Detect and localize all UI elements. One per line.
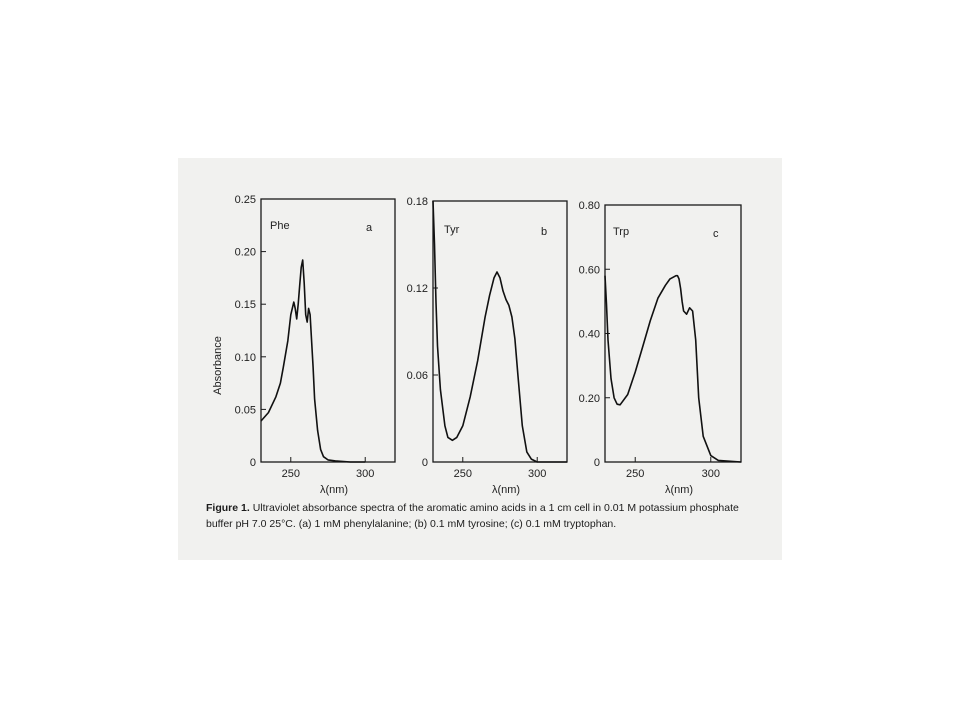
- panel-letter-label: b: [541, 226, 548, 238]
- absorbance-curve-tyr: [433, 201, 567, 462]
- y-tick-label: 0.60: [578, 264, 600, 277]
- plot-frame-b: [433, 201, 567, 462]
- y-tick-label: 0: [249, 457, 256, 469]
- series-name-label: Trp: [613, 226, 630, 238]
- y-tick-label: 0.05: [234, 404, 256, 417]
- panel-letter-label: a: [366, 222, 373, 234]
- x-tick-label: 300: [528, 468, 547, 480]
- plot-frame-c: [605, 205, 741, 462]
- caption-text: Ultraviolet absorbance spectra of the aromatic amino acids in a 1 cm cell in 0.01 M potassium phosphate buffer pH 7.0 25°C. (a) 1 mM phenylalanine; (b) 0.1 mM tyrosine; (c) 0.1 mM tryptophan.: [206, 502, 739, 530]
- y-tick-label: 0.20: [234, 246, 256, 259]
- series-name-label: Phe: [270, 220, 290, 232]
- panel-letter-label: c: [713, 228, 719, 240]
- y-tick-label: 0: [593, 457, 600, 469]
- plot-frame-a: [261, 199, 395, 462]
- y-tick-label: 0.20: [578, 392, 600, 405]
- x-tick-label: 250: [626, 468, 645, 480]
- y-tick-label: 0: [421, 457, 428, 469]
- x-tick-label: 300: [701, 468, 720, 480]
- x-tick-label: 250: [281, 468, 300, 480]
- y-axis-label: Absorbance: [212, 336, 224, 395]
- x-tick-label: 300: [356, 468, 375, 480]
- y-tick-label: 0.25: [234, 194, 256, 206]
- x-axis-label: λ(nm): [664, 484, 694, 496]
- y-tick-label: 0.15: [234, 299, 256, 312]
- figure-caption: [206, 500, 766, 532]
- y-tick-label: 0.10: [234, 351, 256, 364]
- y-tick-label: 0.12: [406, 283, 428, 295]
- absorbance-curve-trp: [605, 276, 741, 462]
- y-tick-label: 0.80: [578, 200, 600, 212]
- absorbance-curve-phe: [261, 260, 365, 462]
- y-tick-label: 0.40: [578, 328, 600, 341]
- y-tick-label: 0.18: [406, 196, 428, 208]
- x-axis-label: λ(nm): [491, 484, 521, 496]
- series-name-label: Tyr: [444, 224, 460, 236]
- y-tick-label: 0.06: [406, 370, 428, 382]
- x-axis-label: λ(nm): [319, 484, 349, 496]
- caption-label: Figure 1.: [206, 502, 250, 514]
- x-tick-label: 250: [453, 468, 472, 480]
